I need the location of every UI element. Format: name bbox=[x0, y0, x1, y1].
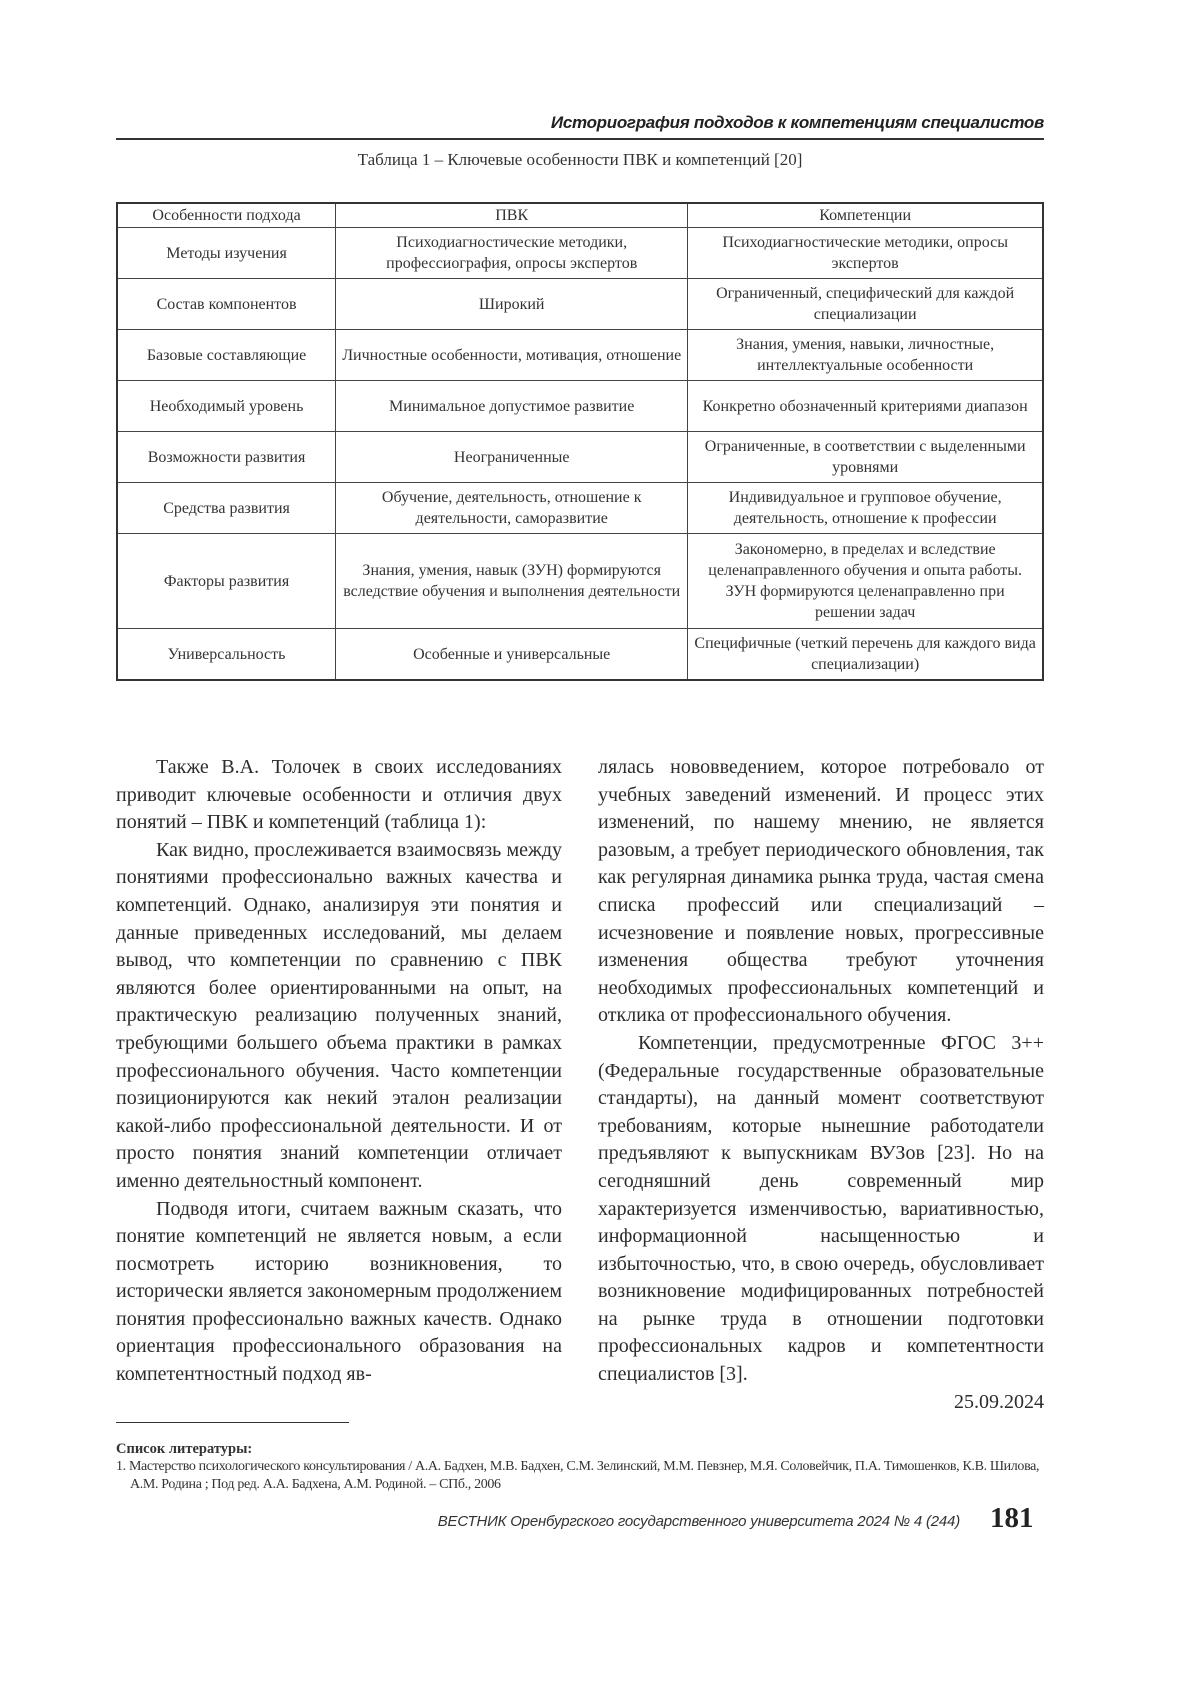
body-column-right bbox=[598, 754, 1044, 1416]
table-cell: Конкретно обозначенный критериями диапазон bbox=[688, 381, 1043, 432]
table-cell: Обучение, деятельность, отношение к деятельности, саморазвитие bbox=[336, 483, 688, 534]
table-cell: Факторы развития bbox=[117, 534, 336, 629]
table-cell: Средства развития bbox=[117, 483, 336, 534]
table-caption: Таблица 1 – Ключевые особенности ПВК и компетенций [20] bbox=[357, 150, 803, 169]
table-cell: Индивидуальное и групповое обучение, деятельность, отношение к профессии bbox=[688, 483, 1043, 534]
paragraph: Как видно, прослеживается взаимосвязь между понятиями профессионально важных качества и компетенций. Однако, анализируя эти понятия и данные приведенных исследований, мы делаем вывод, что компетенции по сравнению с ПВК являются более ориентированными на опыт, на практическую реализацию полученных знаний, требующими большего объема практики в рамках профессионального обучения. Часто компетенции позиционируются как некий эталон реализации какой-либо профессиональной деятельности. И от просто понятия знаний компетенции отличает именно деятельностный компонент. bbox=[116, 838, 562, 1192]
table-header-row bbox=[117, 203, 1043, 228]
paragraph: Подводя итоги, считаем важным сказать, что понятие компетенций не является новым, а если посмотреть историю возникновения, то исторически является закономерным продолжением понятия профессионально важных качеств. Однако ориентация профессионального образования на компетентностный подход яв- bbox=[116, 1197, 562, 1386]
table-cell: Личностные особенности, мотивация, отношение bbox=[336, 330, 688, 381]
header-rule bbox=[116, 138, 1044, 140]
table-cell: Методы изучения bbox=[117, 228, 336, 279]
table-cell: Базовые составляющие bbox=[117, 330, 336, 381]
column-header: ПВК bbox=[336, 203, 688, 228]
journal-footer: ВЕСТНИК Оренбургского государственного университета 2024 № 4 (244) bbox=[437, 1513, 960, 1530]
table-cell: Психодиагностические методики, опросы экспертов bbox=[688, 228, 1043, 279]
footnote-rule bbox=[116, 1422, 349, 1423]
table-cell: Необходимый уровень bbox=[117, 381, 336, 432]
reference-item: 1. Мастерство психологического консультирования / А.А. Бадхен, М.В. Бадхен, С.М. Зелинский, М.М. Певзнер, М.Я. Соловейчик, П.А. Тимошенков, К.В. Шилова, А.М. Родина ; Под ред. А.А. Бадхена, А.М. Родиной. – СПб., 2006 bbox=[116, 1459, 1040, 1492]
table-row bbox=[117, 629, 1043, 681]
table-cell: Ограниченный, специфический для каждой специализации bbox=[688, 279, 1043, 330]
table-row bbox=[117, 534, 1043, 629]
paragraph: Также В.А. Толочек в своих исследованиях приводит ключевые особенности и отличия двух понятий – ПВК и компетенций (таблица 1): bbox=[116, 756, 562, 834]
table-cell: Психодиагностические методики, профессиография, опросы экспертов bbox=[336, 228, 688, 279]
article-date: 25.09.2024 bbox=[954, 1390, 1044, 1413]
table-row bbox=[117, 381, 1043, 432]
paragraph-continuation: лялась нововведением, которое потребовало от учебных заведений изменений. И процесс этих изменений, по нашему мнению, не является разовым, а требует периодического обновления, так как регулярная динамика рынка труда, частая смена списка профессий или специализаций – исчезновение и появление новых, прогрессивные изменения общества требуют уточнения необходимых профессиональных компетенций и отклика от профессионального обучения. bbox=[598, 756, 1044, 1027]
table-cell: Широкий bbox=[336, 279, 688, 330]
table-cell: Ограниченные, в соответствии с выделенными уровнями bbox=[688, 432, 1043, 483]
table-row bbox=[117, 228, 1043, 279]
running-title: Историография подходов к компетенциям специалистов bbox=[550, 113, 1044, 132]
table-row bbox=[117, 330, 1043, 381]
table-row bbox=[117, 279, 1043, 330]
table-cell: Знания, умения, навыки, личностные, интеллектуальные особенности bbox=[688, 330, 1043, 381]
column-header: Компетенции bbox=[688, 203, 1043, 228]
table-cell: Специфичные (четкий перечень для каждого вида специализации) bbox=[688, 629, 1043, 681]
references-title: Список литературы: bbox=[116, 1441, 253, 1457]
table-cell: Возможности развития bbox=[117, 432, 336, 483]
table-cell: Неограниченные bbox=[336, 432, 688, 483]
table-row bbox=[117, 483, 1043, 534]
table-cell: Знания, умения, навык (ЗУН) формируются вследствие обучения и выполнения деятельности bbox=[336, 534, 688, 629]
table-cell: Особенные и универсальные bbox=[336, 629, 688, 681]
features-table bbox=[116, 202, 1044, 681]
body-column-left bbox=[116, 754, 562, 1389]
table-row bbox=[117, 432, 1043, 483]
table-cell: Минимальное допустимое развитие bbox=[336, 381, 688, 432]
paragraph: Компетенции, предусмотренные ФГОС 3++ (Федеральные государственные образовательные стандарты), на данный момент соответствуют требованиям, которые нынешние работодатели предъявляют к выпускникам ВУЗов [23]. Но на сегодняшний день современный мир характеризуется изменчивостью, вариативностью, информационной насыщенностью и избыточностью, что, в свою очередь, обусловливает возникновение модифицированных потребностей на рынке труда в отношении подготовки профессиональных кадров и компетентности специалистов [3]. bbox=[598, 1031, 1044, 1386]
references bbox=[116, 1440, 1046, 1494]
column-header: Особенности подхода bbox=[117, 203, 336, 228]
table-cell: Состав компонентов bbox=[117, 279, 336, 330]
table-cell: Закономерно, в пределах и вследствие целенаправленного обучения и опыта работы. ЗУН формируются целенаправленно при решении задач bbox=[688, 534, 1043, 629]
page-number: 181 bbox=[990, 1502, 1034, 1534]
table-cell: Универсальность bbox=[117, 629, 336, 681]
